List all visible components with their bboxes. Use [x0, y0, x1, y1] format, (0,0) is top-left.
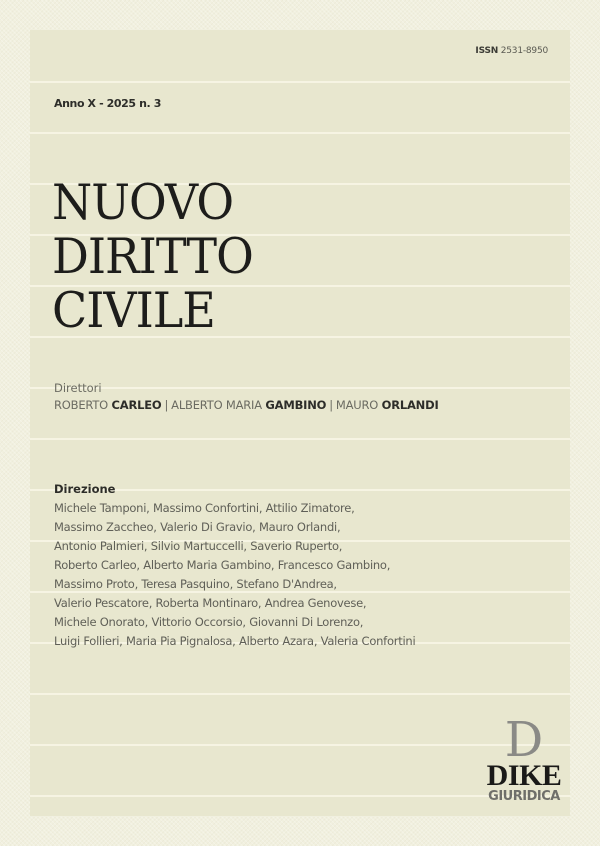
- issue-label: Anno X - 2025 n. 3: [54, 97, 162, 110]
- title-line: NUOVO: [52, 174, 234, 231]
- board-list: [54, 499, 524, 651]
- publisher-name: DIKE: [486, 759, 562, 792]
- publisher-subname: GIURIDICA: [488, 789, 560, 804]
- publisher-monogram: D: [504, 712, 544, 768]
- separator: |: [329, 398, 333, 412]
- director-first-name: MAURO: [335, 398, 379, 412]
- title-line: DIRITTO: [52, 228, 253, 285]
- issn-number: 2531-8950: [500, 46, 548, 56]
- issn-label: ISSN: [475, 46, 499, 56]
- board-label: Direzione: [54, 482, 116, 496]
- publisher-logo: [476, 712, 572, 804]
- title-line: CIVILE: [52, 282, 215, 339]
- board-line: Antonio Palmieri, Silvio Martuccelli, Saverio Ruperto,: [54, 539, 343, 553]
- board-line: Massimo Zaccheo, Valerio Di Gravio, Mauro Orlandi,: [54, 520, 341, 534]
- board-line: Luigi Follieri, Maria Pia Pignalosa, Alberto Azara, Valeria Confortini: [54, 634, 416, 648]
- board-line: Massimo Proto, Teresa Pasquino, Stefano D'Andrea,: [54, 577, 337, 591]
- director-last-name: CARLEO: [111, 398, 162, 412]
- directors-label: Direttori: [54, 381, 102, 395]
- cover-panel: [30, 30, 570, 816]
- director-first-name: ALBERTO MARIA: [171, 398, 262, 412]
- director-last-name: ORLANDI: [381, 398, 439, 412]
- separator: |: [164, 398, 169, 412]
- board-line: Roberto Carleo, Alberto Maria Gambino, Francesco Gambino,: [54, 558, 391, 572]
- directors-list: [54, 398, 439, 412]
- board-line: Michele Tamponi, Massimo Confortini, Attilio Zimatore,: [54, 501, 355, 515]
- journal-title: [52, 174, 253, 339]
- director-last-name: GAMBINO: [265, 398, 327, 412]
- board-line: Valerio Pescatore, Roberta Montinaro, Andrea Genovese,: [54, 596, 367, 610]
- director-first-name: ROBERTO: [54, 398, 109, 412]
- issn: [475, 46, 548, 56]
- board-line: Michele Onorato, Vittorio Occorsio, Giovanni Di Lorenzo,: [54, 615, 364, 629]
